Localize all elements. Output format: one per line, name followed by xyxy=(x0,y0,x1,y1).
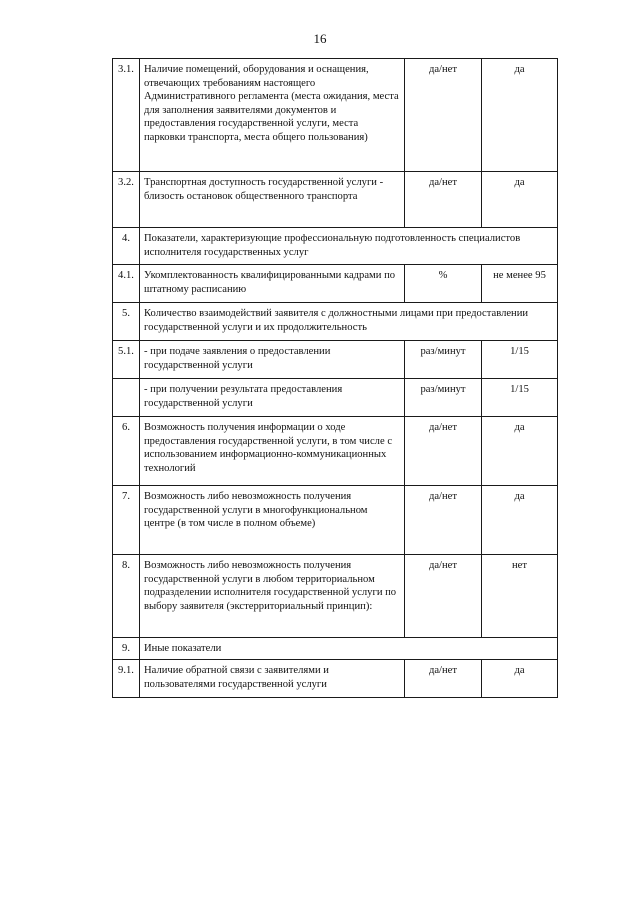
section-title: Показатели, характеризующие профессиональную подготовленность специалистов исполнителя государственных услуг xyxy=(140,228,558,265)
row-number: 5. xyxy=(113,303,140,341)
row-number: 4. xyxy=(113,228,140,265)
section-row xyxy=(113,228,558,265)
row-number: 8. xyxy=(113,555,140,638)
indicator-text: Транспортная доступность государственной услуги - близость остановок общественного транспорта xyxy=(140,172,405,228)
table-row xyxy=(113,379,558,417)
value-cell: да xyxy=(482,172,558,228)
section-row xyxy=(113,638,558,660)
table-row xyxy=(113,660,558,698)
section-title: Количество взаимодействий заявителя с должностными лицами при предоставлении государственной услуги и их продолжительность xyxy=(140,303,558,341)
value-cell: да xyxy=(482,660,558,698)
indicator-text: Наличие помещений, оборудования и оснащения, отвечающих требованиям настоящего Административного регламента (места ожидания, места для заполнения заявителями документов и предоставления государственной услуги, места парковки транспорта, места общего пользования) xyxy=(140,59,405,172)
table-row xyxy=(113,172,558,228)
page-number: 16 xyxy=(313,31,327,46)
value-cell: 1/15 xyxy=(482,379,558,417)
table-row xyxy=(113,341,558,379)
row-number: 7. xyxy=(113,486,140,555)
indicators-table xyxy=(112,58,558,698)
indicator-text: Возможность либо невозможность получения государственной услуги в любом территориальном подразделении исполнителя государственной услуги по выбору заявителя (экстерриториальный принцип): xyxy=(140,555,405,638)
unit-cell: да/нет xyxy=(405,172,482,228)
table-row xyxy=(113,265,558,303)
table-row xyxy=(113,417,558,486)
value-cell: не менее 95 xyxy=(482,265,558,303)
unit-cell: % xyxy=(405,265,482,303)
section-row xyxy=(113,303,558,341)
indicator-text: Наличие обратной связи с заявителями и пользователями государственной услуги xyxy=(140,660,405,698)
unit-cell: да/нет xyxy=(405,555,482,638)
value-cell: да xyxy=(482,486,558,555)
indicator-text: - при подаче заявления о предоставлении государственной услуги xyxy=(140,341,405,379)
table-row xyxy=(113,486,558,555)
value-cell: нет xyxy=(482,555,558,638)
row-number: 9.1. xyxy=(113,660,140,698)
row-number: 6. xyxy=(113,417,140,486)
table-row xyxy=(113,59,558,172)
row-number: 9. xyxy=(113,638,140,660)
row-number: 5.1. xyxy=(113,341,140,379)
row-number: 3.2. xyxy=(113,172,140,228)
section-title: Иные показатели xyxy=(140,638,558,660)
indicator-text: - при получении результата предоставления государственной услуги xyxy=(140,379,405,417)
unit-cell: да/нет xyxy=(405,660,482,698)
table-row xyxy=(113,555,558,638)
unit-cell: раз/минут xyxy=(405,379,482,417)
value-cell: да xyxy=(482,417,558,486)
row-number xyxy=(113,379,140,417)
value-cell: 1/15 xyxy=(482,341,558,379)
indicator-text: Возможность получения информации о ходе предоставления государственной услуги, в том числе с использованием информационно-коммуникационных технологий xyxy=(140,417,405,486)
indicator-text: Возможность либо невозможность получения государственной услуги в многофункциональном центре (в том числе в полном объеме) xyxy=(140,486,405,555)
indicator-text: Укомплектованность квалифицированными кадрами по штатному расписанию xyxy=(140,265,405,303)
row-number: 4.1. xyxy=(113,265,140,303)
unit-cell: раз/минут xyxy=(405,341,482,379)
indicators-table-body xyxy=(113,59,558,698)
unit-cell: да/нет xyxy=(405,417,482,486)
unit-cell: да/нет xyxy=(405,59,482,172)
unit-cell: да/нет xyxy=(405,486,482,555)
row-number: 3.1. xyxy=(113,59,140,172)
value-cell: да xyxy=(482,59,558,172)
